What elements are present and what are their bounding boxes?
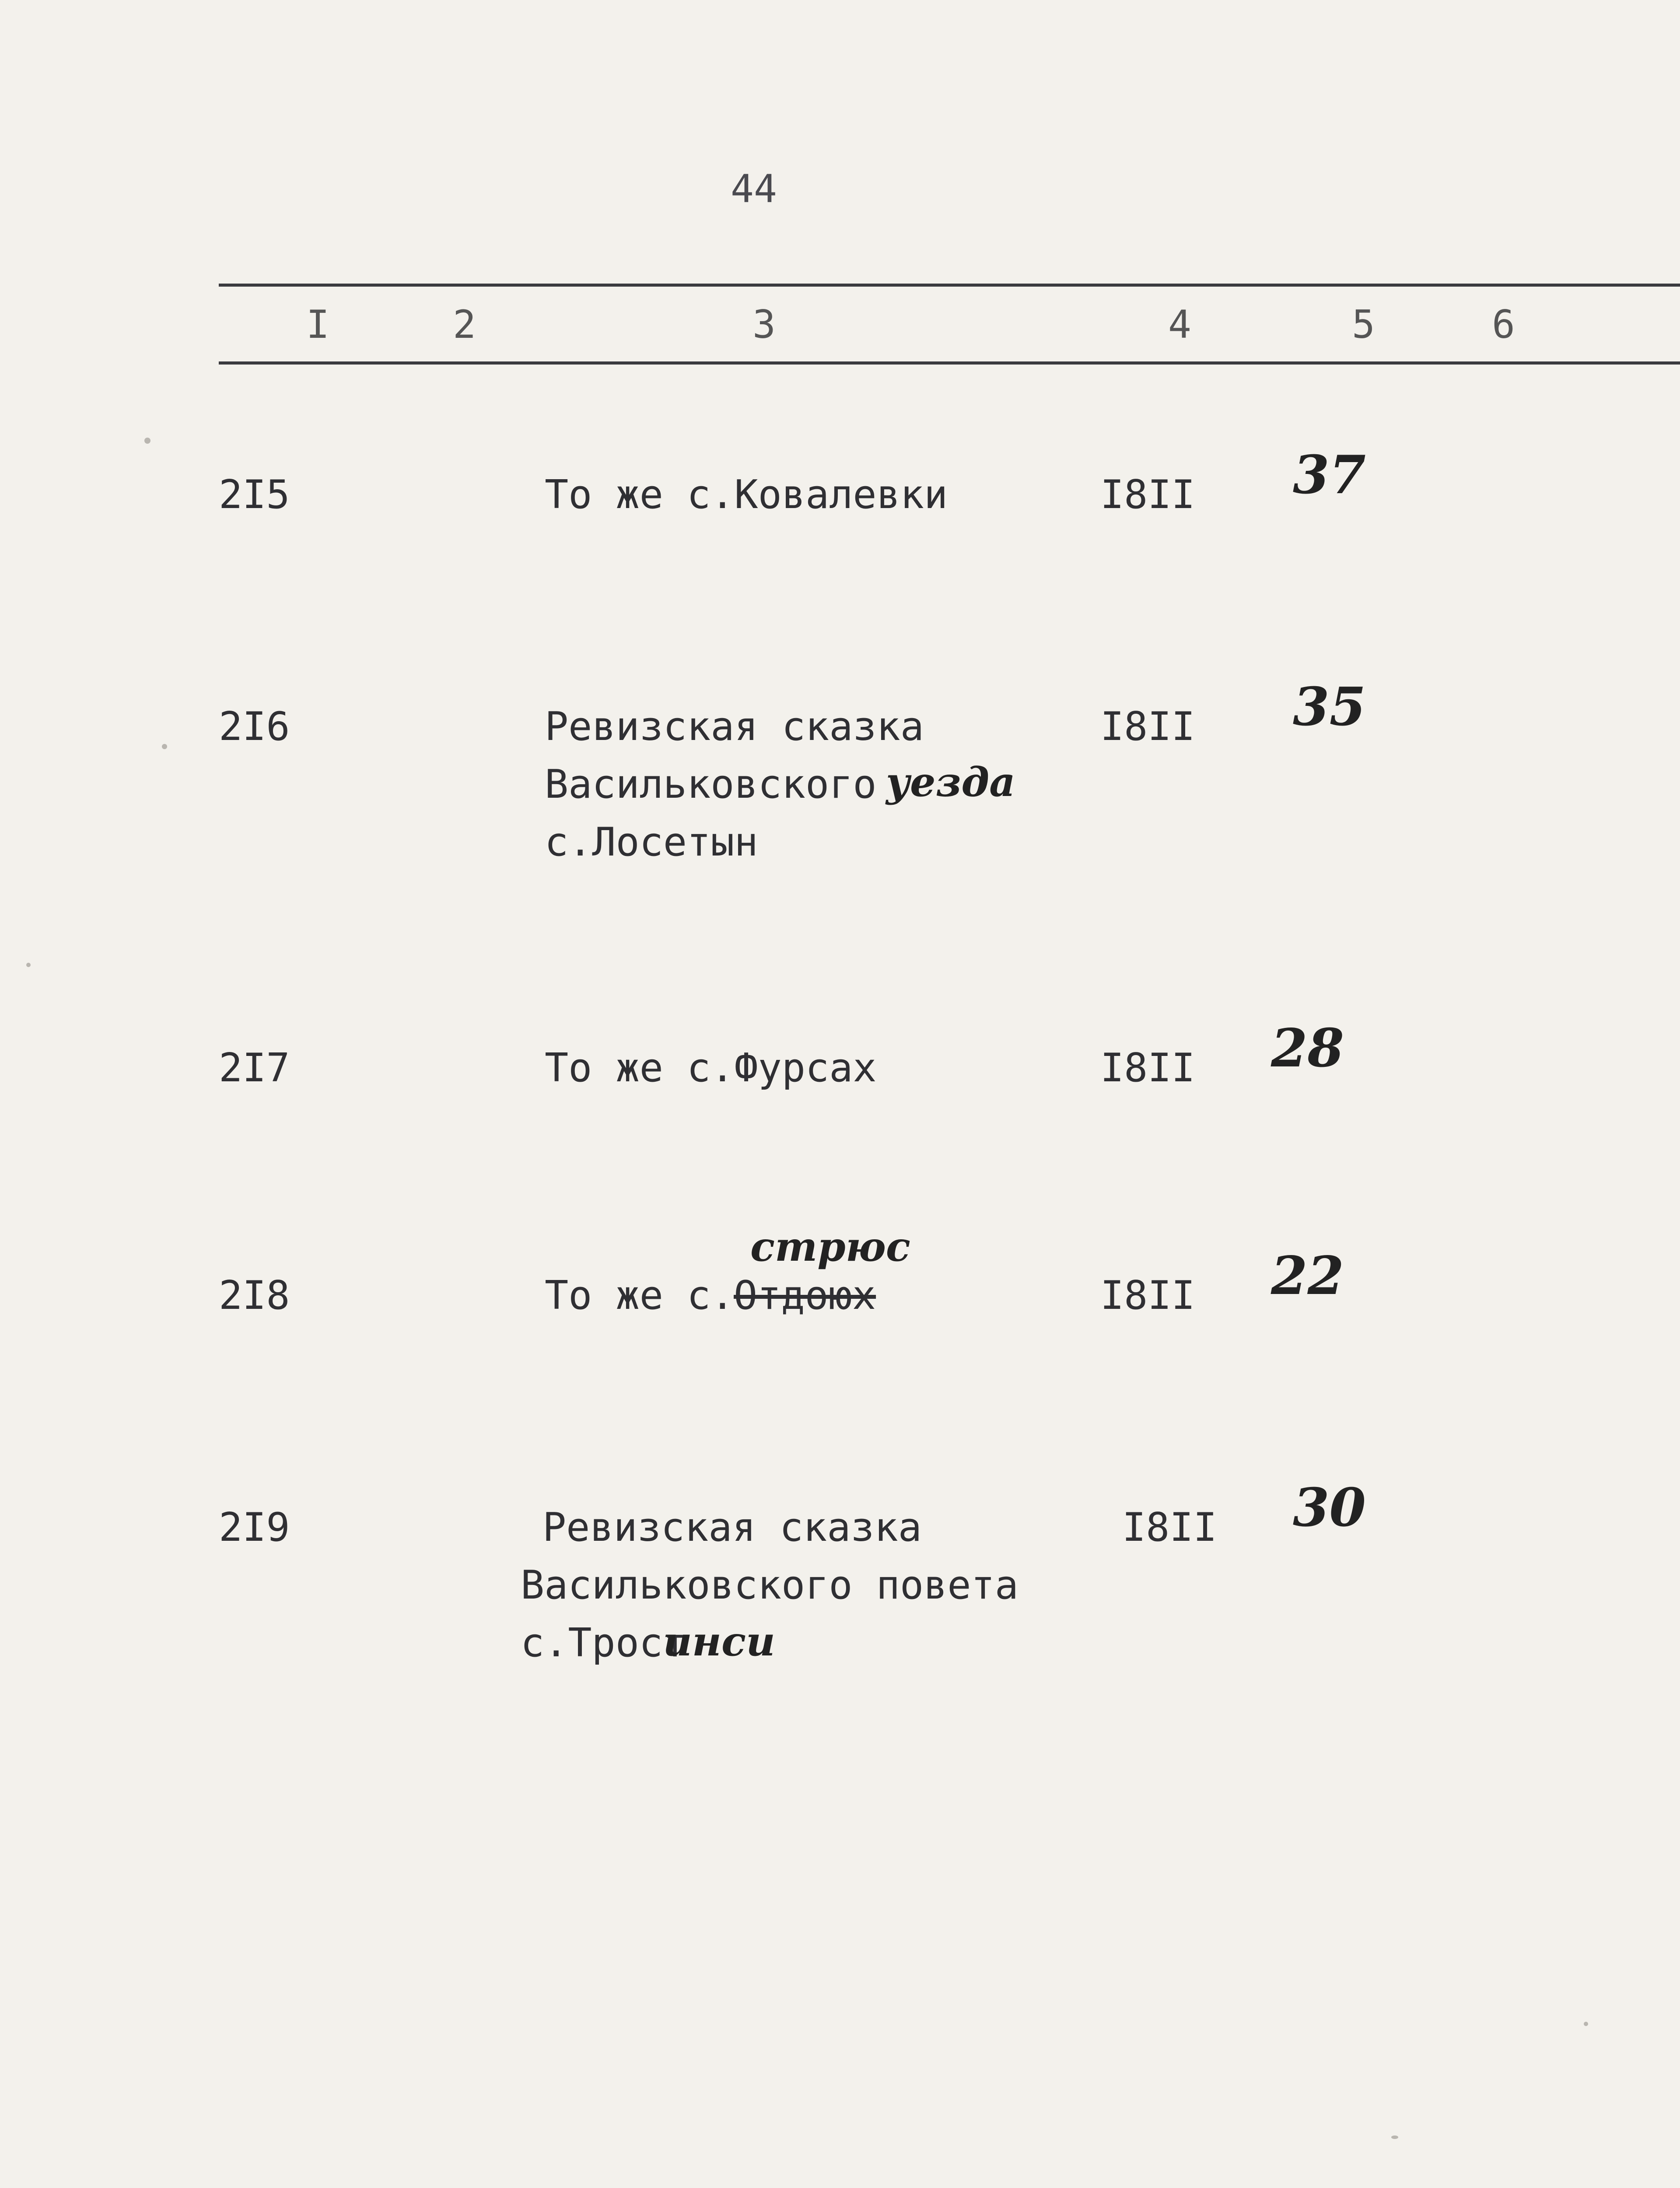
column-header-4: 4 bbox=[1168, 302, 1191, 347]
row-219-title-line-1: Ревизская сказка bbox=[542, 1504, 922, 1550]
scan-speck bbox=[144, 438, 150, 444]
header-rule-bottom bbox=[219, 361, 1680, 365]
header-rule-top bbox=[219, 284, 1680, 287]
column-header-3: 3 bbox=[752, 302, 776, 347]
column-header-5: 5 bbox=[1352, 302, 1375, 347]
row-216-title-line-3: с.Лосетын bbox=[545, 819, 758, 865]
row-217-number: 2I7 bbox=[219, 1045, 290, 1091]
scan-speck bbox=[162, 744, 167, 749]
scan-speck bbox=[1584, 2022, 1588, 2026]
row-219-title-line-3: с.Трост bbox=[521, 1620, 687, 1666]
page-number: 44 bbox=[731, 166, 777, 211]
row-216-title-line-1: Ревизская сказка bbox=[545, 704, 924, 750]
row-219-year: I8II bbox=[1122, 1504, 1217, 1550]
row-216-number: 2I6 bbox=[219, 704, 290, 750]
row-216-count: 35 bbox=[1293, 676, 1366, 738]
row-219-title-line-2: Васильковского повета bbox=[521, 1562, 1018, 1608]
row-217-year: I8II bbox=[1100, 1045, 1195, 1091]
row-217-count: 28 bbox=[1271, 1017, 1344, 1079]
row-215-year: I8II bbox=[1100, 472, 1195, 518]
row-218-number: 2I8 bbox=[219, 1273, 290, 1318]
row-218-struck-text: Отдоюх bbox=[734, 1273, 876, 1318]
row-219-handwritten-suffix: инси bbox=[663, 1618, 775, 1665]
column-header-1: I bbox=[306, 302, 329, 347]
row-219-number: 2I9 bbox=[219, 1504, 290, 1550]
row-216-handwritten-insert: уезда bbox=[886, 758, 1015, 806]
row-218-title-prefix: То же с. bbox=[545, 1273, 735, 1318]
row-218-year: I8II bbox=[1100, 1273, 1195, 1318]
column-header-6: 6 bbox=[1492, 302, 1515, 347]
row-217-title: То же с.Фурсах bbox=[545, 1045, 877, 1091]
row-216-title-line-2: Васильковского bbox=[545, 761, 877, 807]
column-header-2: 2 bbox=[453, 302, 476, 347]
row-216-year: I8II bbox=[1100, 704, 1195, 750]
row-218-handwritten-correction: стрюс bbox=[750, 1223, 910, 1270]
row-215-number: 2I5 bbox=[219, 472, 290, 518]
row-215-count: 37 bbox=[1293, 444, 1366, 506]
row-218-count: 22 bbox=[1271, 1245, 1344, 1307]
row-219-count: 30 bbox=[1293, 1477, 1366, 1539]
scan-speck bbox=[1391, 2135, 1398, 2139]
scan-speck bbox=[26, 963, 31, 967]
row-215-title: То же с.Ковалевки bbox=[545, 472, 948, 518]
